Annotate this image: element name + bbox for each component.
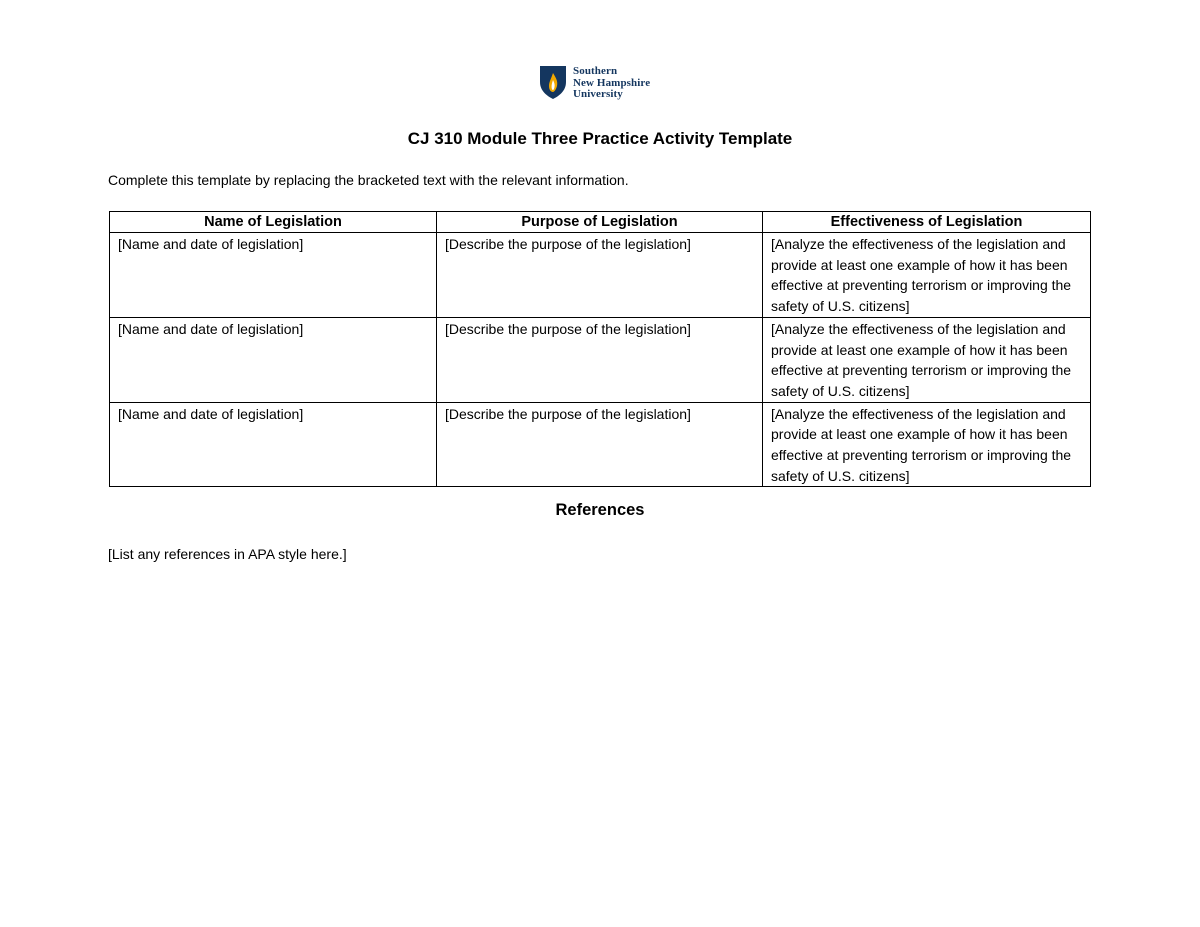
table-row <box>110 317 1091 402</box>
cell-purpose[interactable]: [Describe the purpose of the legislation] <box>437 233 763 318</box>
legislation-table <box>109 211 1091 487</box>
cell-name[interactable]: [Name and date of legislation] <box>110 233 437 318</box>
cell-name[interactable]: [Name and date of legislation] <box>110 317 437 402</box>
page-title: CJ 310 Module Three Practice Activity Template <box>407 129 793 148</box>
logo-line-3: University <box>573 88 623 100</box>
university-logo <box>539 65 650 101</box>
table-row <box>110 233 1091 318</box>
references-heading: References <box>555 501 645 519</box>
cell-effectiveness[interactable]: [Analyze the effectiveness of the legislation and provide at least one example of how it has been effective at preventing terrorism or improving the safety of U.S. citizens] <box>763 233 1091 318</box>
shield-flame-icon <box>539 65 567 100</box>
cell-purpose[interactable]: [Describe the purpose of the legislation] <box>437 317 763 402</box>
logo-wordmark <box>573 66 650 101</box>
cell-purpose[interactable]: [Describe the purpose of the legislation] <box>437 402 763 487</box>
table-header-row <box>110 212 1091 233</box>
cell-effectiveness[interactable]: [Analyze the effectiveness of the legislation and provide at least one example of how it has been effective at preventing terrorism or improving the safety of U.S. citizens] <box>763 317 1091 402</box>
cell-effectiveness[interactable]: [Analyze the effectiveness of the legislation and provide at least one example of how it has been effective at preventing terrorism or improving the safety of U.S. citizens] <box>763 402 1091 487</box>
table-row <box>110 402 1091 487</box>
header-name-of-legislation: Name of Legislation <box>110 212 437 233</box>
logo-line-2: New Hampshire <box>573 76 651 89</box>
cell-name[interactable]: [Name and date of legislation] <box>110 402 437 487</box>
references-body[interactable]: [List any references in APA style here.] <box>108 546 347 562</box>
logo-line-1: Southern <box>573 65 618 77</box>
header-effectiveness-of-legislation: Effectiveness of Legislation <box>763 212 1091 233</box>
header-purpose-of-legislation: Purpose of Legislation <box>437 212 763 233</box>
intro-paragraph: Complete this template by replacing the bracketed text with the relevant information. <box>108 172 629 188</box>
